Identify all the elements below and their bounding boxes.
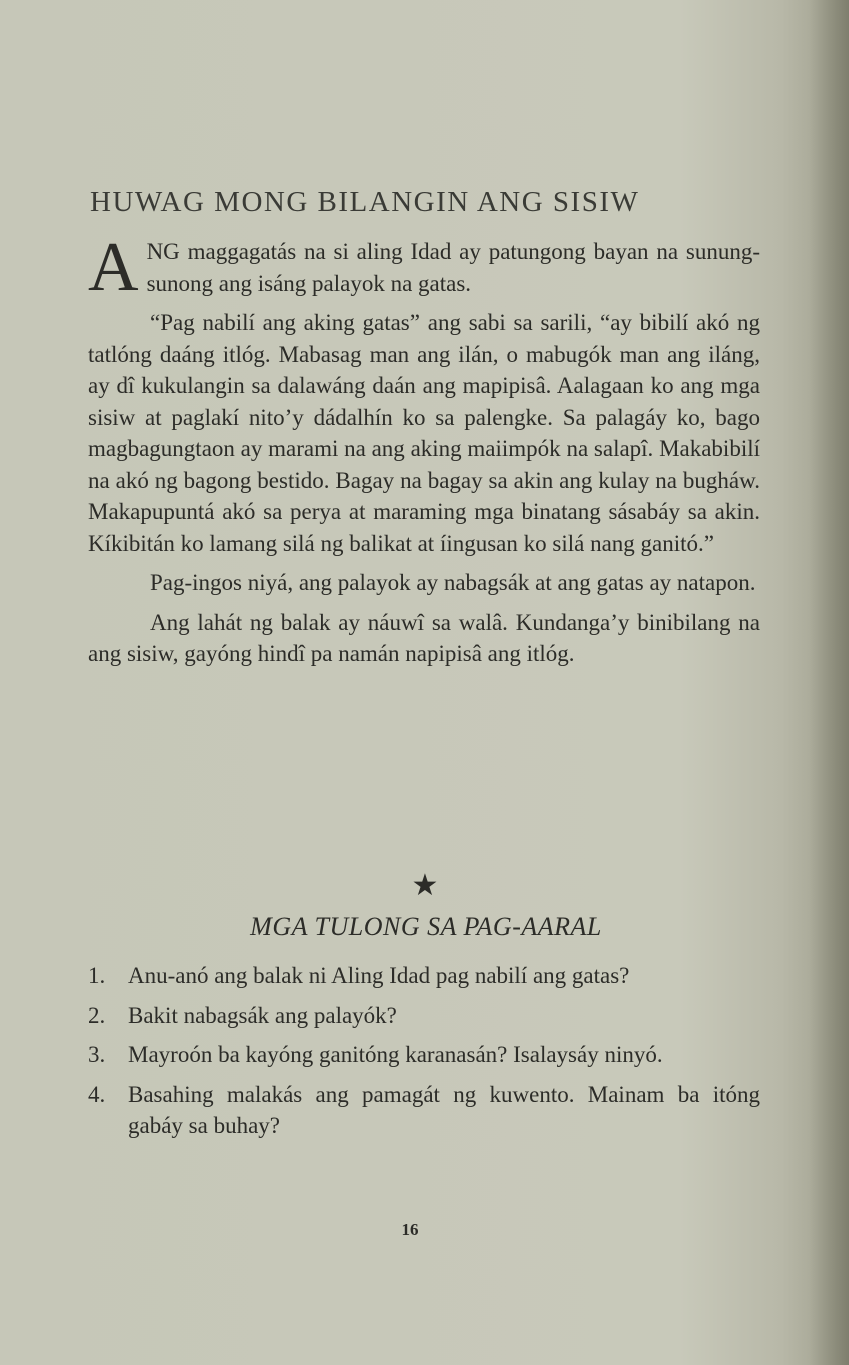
study-aids-heading: MGA TULONG SA PAG-AARAL	[250, 912, 602, 941]
question-list	[88, 960, 760, 1150]
star-divider-icon: ★	[411, 868, 439, 903]
drop-cap: A	[88, 229, 139, 306]
page-number: 16	[401, 1220, 419, 1239]
question-item: 1. Anu-anó ang balak ni Aling Idad pag nabilí ang gatas?	[88, 963, 630, 988]
question-item: 2. Bakit nabagsák ang palayók?	[88, 1002, 397, 1028]
question-item: 4. Basahing malakás ang pamagát ng kuwento. Mainam ba itóng gabáy sa buhay?	[88, 1081, 760, 1138]
page-edge-shadow	[809, 0, 849, 1365]
story-title: HUWAG MONG BILANGIN ANG SISIW	[90, 186, 640, 218]
story-paragraph: ANG maggagatás na si aling Idad ay patungong bayan na sunung-sunong ang isáng palayok na gatas.	[88, 229, 760, 306]
question-item: 3. Mayroón ba kayóng ganitóng karanasán? Isalaysáy ninyó.	[88, 1042, 663, 1067]
story-paragraph: “Pag nabilí ang aking gatas” ang sabi sa sarili, “ay bibilí akó ng tatlóng daáng itlóg. Mabasag man ang ilán, o mabugók man ang iláng, ay dî kukulangin sa dalawáng daán ang mapipisâ. Aalagaan ko ang mga sisiw at paglakí nito’y dádalhín ko sa palengke. Sa palagáy ko, bago magbagungtaon ay marami na ang aking maiimpók na salapî. Makabibilí na akó ng bagong bestido. Bagay na bagay sa akin ang kulay na bugháw. Makapupuntá akó sa perya at maraming mga binatang sásabáy sa akin. Kíkibitán ko lamang silá ng balikat at íingusan ko silá nang ganitó.”	[88, 310, 760, 556]
story-body	[88, 229, 760, 678]
story-paragraph: Pag-ingos niyá, ang palayok ay nabagsák at ang gatas ay natapon.	[150, 570, 756, 595]
story-paragraph: Ang lahát ng balak ay náuwî sa walâ. Kundanga’y binibilang na ang sisiw, gayóng hindî pa namán napipisâ ang itlóg.	[88, 609, 760, 666]
